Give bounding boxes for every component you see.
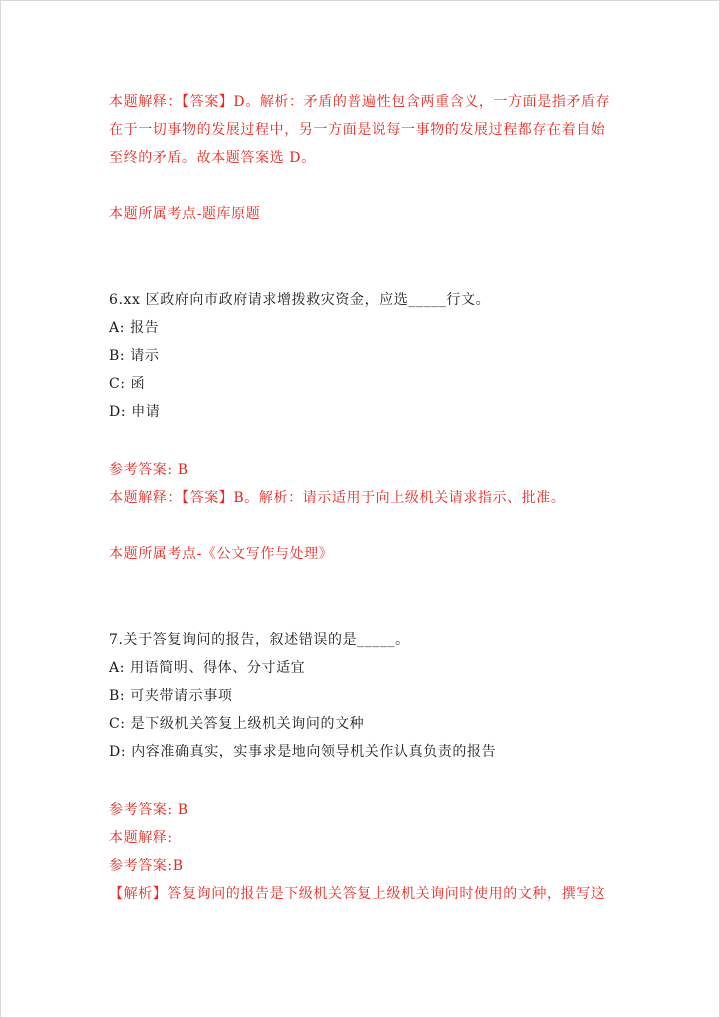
q7-option-b: B: 可夹带请示事项 (109, 688, 233, 704)
q6-option-a: A: 报告 (109, 320, 160, 336)
q7-option-d: D: 内容准确真实，实事求是地向领导机关作认真负责的报告 (109, 744, 497, 760)
q7-answer-repeat: 参考答案:B (109, 858, 184, 874)
q5-explanation-line-1: 本题解释：【答案】D。解析：矛盾的普遍性包含两重含义，一方面是指矛盾存 (109, 94, 611, 110)
q7-analysis: 【解析】答复询问的报告是下级机关答复上级机关询问时使用的文种，撰写这 (109, 886, 606, 902)
q7-answer: 参考答案: B (109, 802, 189, 818)
q6-answer: 参考答案: B (109, 462, 189, 478)
q5-explanation-line-2: 在于一切事物的发展过程中，另一方面是说每一事物的发展过程都存在着自始 (109, 122, 606, 138)
q6-explanation: 本题解释：【答案】B。解析：请示适用于向上级机关请求指示、批准。 (109, 490, 566, 506)
q7-explanation-label: 本题解释: (109, 830, 173, 846)
q5-explanation-line-3: 至终的矛盾。故本题答案选 D。 (109, 150, 316, 166)
q7-option-c: C: 是下级机关答复上级机关询问的文种 (109, 716, 365, 732)
q6-option-c: C: 函 (109, 376, 146, 392)
q5-topic: 本题所属考点-题库原题 (109, 206, 261, 222)
q6-option-b: B: 请示 (109, 348, 160, 364)
q7-option-a: A: 用语简明、得体、分寸适宜 (109, 660, 306, 676)
q6-topic: 本题所属考点-《公文写作与处理》 (109, 546, 334, 562)
q6-option-d: D: 申请 (109, 404, 161, 420)
q6-question: 6.xx 区政府向市政府请求增拨救灾资金，应选_____行文。 (109, 292, 491, 308)
q7-question: 7.关于答复询问的报告，叙述错误的是_____。 (109, 632, 410, 648)
